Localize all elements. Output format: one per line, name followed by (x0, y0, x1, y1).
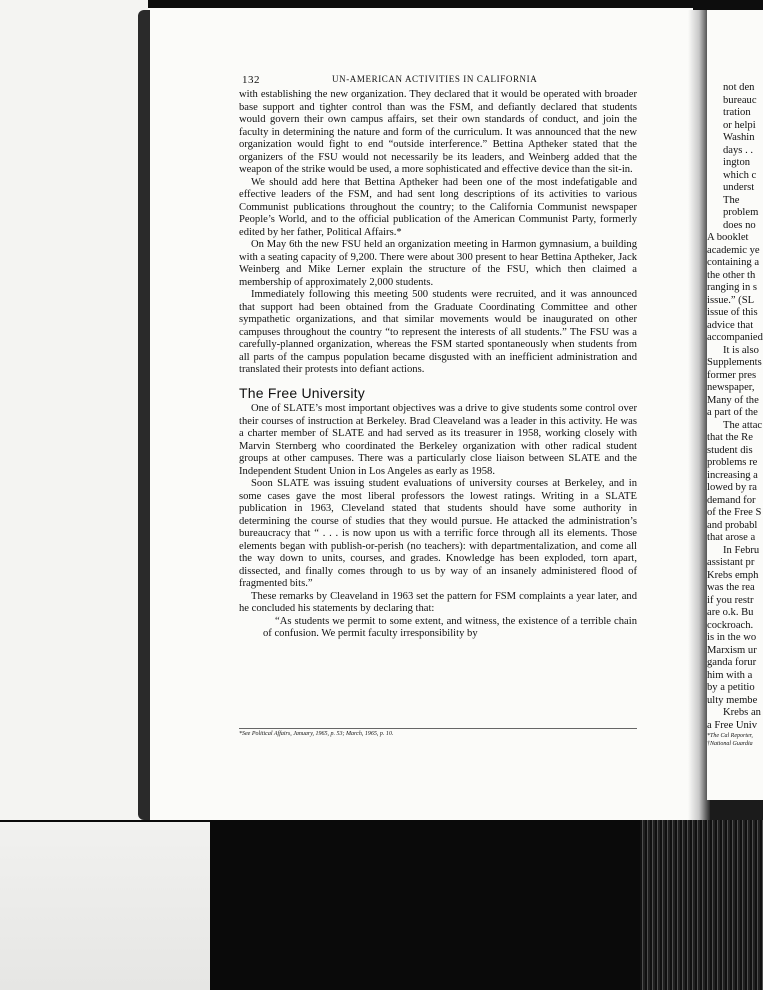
facing-page-line: assistant pr (707, 557, 755, 568)
facing-page-line: days . . (723, 144, 754, 156)
facing-page-line: student dis (707, 444, 753, 456)
facing-page-line: former pres (707, 369, 757, 381)
facing-page-line: ranging in s (707, 282, 758, 293)
facing-page-line: The (723, 194, 740, 206)
facing-page-footnote: †National Guardia (707, 741, 753, 747)
facing-page-line: Krebs an (723, 707, 761, 718)
facing-page-line: advice that (707, 319, 754, 331)
facing-page-line: issue.” (SL (707, 294, 755, 306)
facing-page-line: increasing a (707, 469, 758, 481)
paragraph: On May 6th the new FSU held an organization meeting in Harmon gymnasium, a building with a seating capacity of 9,200. There were about 300 present to hear Bettina Aptheker, Jack Weinberg and Mike Lerner explain the structure of the FSU, which then claimed a membership of approximately 2,000 students. (239, 239, 637, 288)
facing-page-line: was the rea (707, 582, 755, 593)
book-page-left (148, 8, 693, 820)
facing-page-line: The attac (723, 419, 763, 431)
facing-page-line: Many of the (707, 394, 759, 406)
facing-page-line: which c (723, 169, 757, 181)
facing-page-line: underst (723, 182, 755, 193)
paragraphs-after-heading (239, 403, 637, 616)
page-number: 132 (242, 74, 260, 86)
facing-page-line: It is also (723, 344, 759, 356)
facing-page-line: that the Re (707, 432, 753, 443)
facing-page-line: by a petitio (707, 682, 755, 693)
facing-page-line: a Free Univ (707, 719, 758, 731)
facing-page-line: if you restr (707, 594, 754, 606)
scan-noise (640, 820, 763, 990)
main-text-column (239, 89, 637, 641)
facing-page-line: demand for (707, 494, 756, 506)
facing-page-line: or helpi (723, 119, 756, 131)
facing-page-line: Krebs emph (707, 569, 759, 581)
facing-page-line: cockroach. (707, 619, 754, 631)
facing-page-line: does no (723, 219, 756, 231)
section-heading: The Free University (239, 384, 365, 401)
book-page-right-partial (707, 10, 763, 800)
paragraph: These remarks by Cleaveland in 1963 set the pattern for FSM complaints a year later, and he concluded his statements by declaring that: (239, 590, 637, 614)
facing-page-line: not den (723, 82, 755, 93)
facing-page-line: accompanied (707, 332, 763, 343)
facing-page-line: ulty membe (707, 694, 758, 706)
page-curl-shadow (138, 10, 150, 820)
facing-page-line: and probabl (707, 519, 758, 531)
facing-page-line: him with a (707, 669, 753, 681)
facing-page-line: ganda forur (707, 657, 757, 668)
facing-page-line: containing a (707, 257, 760, 268)
facing-page-line: Washin (723, 132, 755, 143)
paragraph: Soon SLATE was issuing student evaluations of university courses at Berkeley, and in some cases gave the most liberal professors the lowest ratings. Writing in a SLATE publication in 1963, Cleveland stated that students should have some authority in determining the course of studies that they would pursue. He attacked the administration’s bureaucracy that “ . . . is now upon us with a terrific force through all its elements. Those elements began with publish-or-perish (no teachers): with departmentalization, and come all the way down to units, courses, and grades. Knowledge has been exploded, torn apart, dissected, and finally comes through to us by way of an insanely administered flood of fragmented bits.” (239, 478, 637, 589)
facing-page-line: academic ye (707, 244, 760, 256)
facing-page-line: problems re (707, 457, 758, 468)
facing-page-line: is in the wo (707, 632, 757, 643)
facing-page-line: of the Free S (707, 507, 762, 518)
paragraph: with establishing the new organization. They declared that it would be operated with broader base support and tighter control than was the FSM, and defiantly declared that students would govern their own campus affairs, set their own standards of conduct, and join the faculty in determining the nature and form of the curriculum. It was announced that the new organization would fight to end “outside interference.” Bettina Aptheker stated that the organizers of the FSU would not necessarily be its leaders, and Weinberg added that the weapon of the strike would be used, a more sophisticated and effective device than the sit-in. (239, 89, 637, 175)
facing-page-line: a part of the (707, 407, 758, 418)
facing-page-line: lowed by ra (707, 482, 758, 493)
scanner-bed-bottom-left (0, 822, 210, 990)
facing-page-line: ington (723, 157, 751, 168)
paragraph: We should add here that Bettina Aptheker had been one of the most indefatigable and effective leaders of the FSM, and had sent long descriptions of its activities to various Communist publications throughout the country; to the California Communist newspaper People’s World, and to the official publication of the American Communist Party, formerly edited by her father, Political Affairs.* (239, 176, 637, 238)
facing-page-footnote: *The Cal Reporter, (707, 733, 753, 739)
facing-page-line: newspaper, (707, 382, 755, 393)
facing-page-line: problem (723, 207, 759, 218)
facing-page-line: the other th (707, 269, 756, 281)
paragraphs-before-heading (239, 89, 637, 377)
facing-page-line: that arose a (707, 532, 756, 543)
facing-page-line: tration (723, 107, 751, 118)
paragraph: Immediately following this meeting 500 students were recruited, and it was announced that support had been obtained from the Graduate Coordinating Committee and other sympathetic organizations, and that similar movements would be inaugurated on other campuses throughout the country “to represent the interests of all students.” The FSU was a carefully-planned organization, whereas the FSM started spontaneously when students from all parts of the campus population became disgusted with an inefficient administration and translated their protests into defiant actions. (239, 289, 637, 375)
facing-page-line: bureauc (723, 94, 757, 106)
facing-page-line: issue of this (707, 307, 758, 318)
facing-page-line: A booklet (707, 232, 749, 243)
facing-page-text (707, 82, 763, 748)
running-title: UN-AMERICAN ACTIVITIES IN CALIFORNIA (332, 74, 538, 84)
facing-page-line: Marxism ur (707, 644, 757, 656)
facing-page-line: In Febru (723, 544, 760, 556)
paragraph: One of SLATE’s most important objectives was a drive to give students some control over their courses of instruction at Berkeley. Brad Cleaveland was a leader in this activity. He was a charter member of SLATE and had served as its treasurer in 1958, working closely with Marvin Sternberg who coordinated the Berkeley organization with other radical student groups at other campuses. There was a particularly close liaison between SLATE and the Independent Student Union in Los Angeles as early as 1958. (239, 403, 637, 477)
facing-page-line: Supplements (707, 357, 762, 368)
facing-page-line: are o.k. Bu (707, 607, 754, 618)
block-quote: “As students we permit to some extent, and witness, the existence of a terrible chain of confusion. We permit faculty irresponsibility by (263, 615, 637, 639)
footnote: *See Political Affairs, January, 1965, p. 53; March, 1965, p. 10. (239, 728, 637, 737)
